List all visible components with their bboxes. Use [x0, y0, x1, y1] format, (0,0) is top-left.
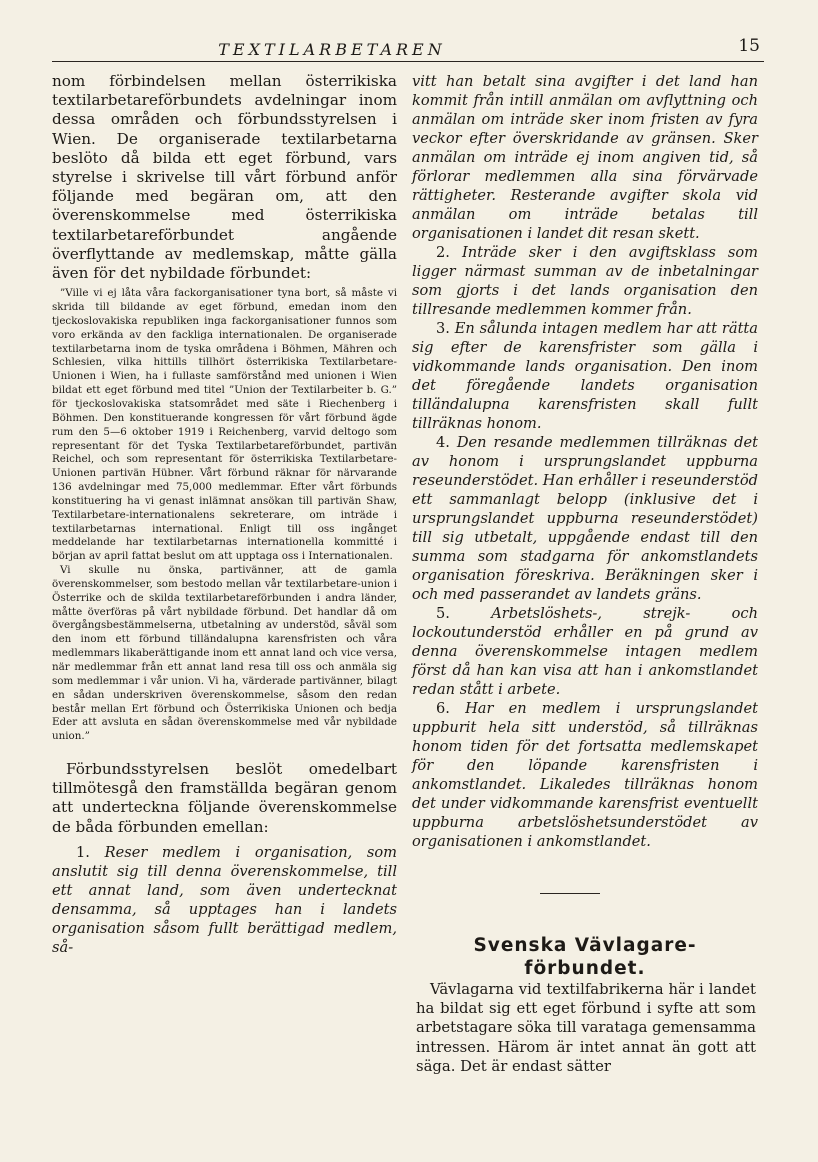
section-heading [412, 934, 758, 980]
header-rule [52, 61, 764, 62]
left-column [52, 72, 397, 957]
point-text: Inträde sker i den avgiftsklass som ligger närmast summan av de inbetalningar som gjorts i det lands organisation den tillresande medlemmen kommer från. [412, 244, 758, 318]
agreement-point-1 [52, 843, 397, 957]
point-text: En sålunda intagen medlem har att rätta sig efter de karensfrister som gälla i vidkommande lands organisation. Den inom det föregående landets organisation tilländalupna karensfristen skall fullt tillräknas honom. [412, 320, 759, 432]
point-number: 5. [436, 605, 450, 622]
agreement-point-5 [412, 604, 758, 699]
right-column [412, 72, 758, 851]
agreement-point-6 [412, 699, 758, 851]
section-heading-line-1: Svenska Vävlagare- [473, 935, 697, 956]
point-number: 2. [436, 244, 450, 261]
section-heading-line-2: förbundet. [524, 958, 646, 979]
section-separator [540, 893, 600, 894]
page-number: 15 [738, 36, 760, 56]
agreement-point-3 [412, 319, 758, 433]
section-body: Vävlagarna vid textilfabrikerna här i landet ha bildat sig ett eget förbund i syfte att som arbetstagare söka till varataga gemensamma intressen. Härom är intet annat än gott att säga. Det är endast sätter [416, 981, 756, 1075]
agreement-point-1-continued: vitt han betalt sina avgifter i det land han kommit från intill anmälan om avflyttning och anmälan om inträde sker inom fristen av fyra veckor efter överskridande av gränsen. Sker anmälan om inträde ej inom angiven tid, så förlorar medlemmen alla sina förvärvade rättigheter. Resterande avgifter skola vid anmälan om inträde betalas till organisationen i landet dit resan skett. [412, 73, 758, 242]
point-text: Arbetslöshets-, strejk- och lockoutunderstöd erhåller en på grund av denna överenskommelse intagen medlem först då han kan visa att han i ankomstlandet redan stått i arbete. [412, 605, 758, 698]
point-number: 3. [436, 320, 450, 337]
quote-paragraph-2: Vi skulle nu önska, partivänner, att de gamla överenskommelser, som bestodo mellan vår textilarbetare-union i Österrike och de skilda textilarbetareförbunden i andra länder, måtte överföras på vårt nybildade förbund. Det handlar då om övergångsbestämmelserna, utbetalning av understöd, såväl som den inom ett förbund tilländalupna karensfristen och våra medlemmars likaberättigande inom ett annat land och vice versa, när medlemmar från ett annat land resa till oss och anmäla sig som medlemmar i vår union. Vi ha, värderade partivänner, bilagt en sådan underskriven överenskommelse, såsom den redan består mellan Ert förbund och Österrikiska Unionen och bedja Eder att avsluta en sådan överenskommelse med vår nybildade union.” [52, 564, 397, 743]
point-text: Har en medlem i ursprungslandet uppburit hela sitt understöd, så tillräknas honom tiden för det fortsatta medlemskapet för den löpande karensfristen i ankomstlandet. Likaledes tillräknas honom det under vidkommande karensfrist eventuellt uppburna arbetslöshetsunderstödet av organisationen i ankomstlandet. [412, 700, 759, 850]
intro-paragraph: nom förbindelsen mellan österrikiska textilarbetareförbundets avdelningar inom dessa områden och förbundsstyrelsen i Wien. De organiserade textilarbetarna beslöto då bilda ett eget förbund, vars styrelse i skrivelse till vårt förbund anför följande med begäran om, att den överenskommelse med österrikiska textilarbetareförbundet angående överflyttande av medlemskap, måtte gälla även för det nybildade förbundet: [52, 72, 397, 283]
point-number: 1. [76, 843, 90, 861]
running-title: TEXTILARBETAREN [218, 40, 446, 59]
agreement-point-2 [412, 243, 758, 319]
page-header [52, 34, 764, 64]
point-number: 6. [436, 700, 450, 717]
point-text: Reser medlem i organisation, som anslutit sig till denna överenskommelse, till ett annat land, som även undertecknat densamma, så upptages han i landets organisation såsom fullt berättigad medlem, så- [52, 843, 397, 956]
decision-paragraph: Förbundsstyrelsen beslöt omedelbart tillmötesgå den framställda begäran genom att underteckna följande överenskommelse de båda förbunden emellan: [52, 760, 397, 836]
agreement-point-4 [412, 433, 758, 604]
quote-paragraph-1: ”Ville vi ej låta våra fackorganisationer tyna bort, så måste vi skrida till bildande av eget förbund, emedan inom den tjeckoslovakiska republiken inga fackorganisationer funnos som voro erkända av den fackliga internationalen. De organiserade textilarbetarna inom de tyska områdena i Böhmen, Mähren och Schlesien, vilka hittills tillhört österrikiska Textilarbetare-Unionen i Wien, ha i fullaste samförstånd med unionen i Wien bildat ett eget förbund med titel ”Union der Textilarbeiter b. G.” för tjeckoslovakiska statsområdet med säte i Riechenberg i Böhmen. Den konstituerande kongressen för vårt förbund ägde rum den 5—6 oktober 1919 i Reichenberg, varvid deltogo som representant för det Tyska Textilarbetareförbundet, partivän Reichel, och som representant för österrikiska Textilarbetare-Unionen partivän Hübner. Vårt förbund räknar för närvarande 136 avdelningar med 75,000 medlemmar. Efter vårt förbunds konstituering ha vi genast inlämnat ansökan till partivän Shaw, Textilarbetare-internationalens sekreterare, om inträde i textilarbetarnas international. Enligt till oss ingånget meddelande har textilarbetarnas internationella kommitté i början av april fattat beslut om att upptaga oss i Internationalen. [52, 287, 397, 563]
point-text: Den resande medlemmen tillräknas det av honom i ursprungslandet uppburna reseunderstödet. Han erhåller i reseunderstöd ett sammanlagt belopp (inklusive det i ursprungslandet uppburna reseunderstödet) till sig utbetalt, uppgående endast till den summa som stadgarna för ankomstlandets organisation föreskriva. Beräkningen sker i och med passerandet av landets gräns. [412, 434, 759, 603]
point-number: 4. [436, 434, 450, 451]
